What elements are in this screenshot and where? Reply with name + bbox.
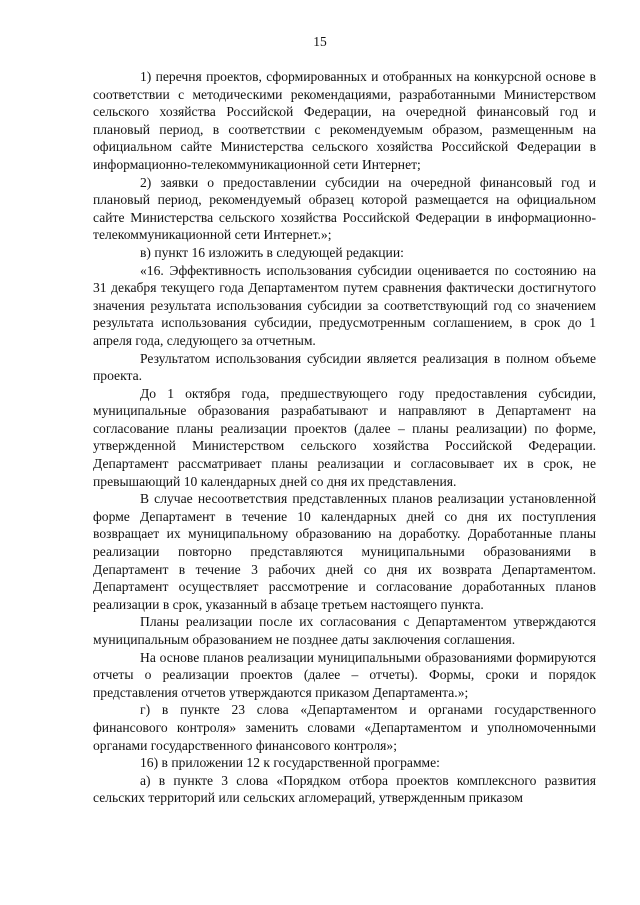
paragraph-list-item-1: 1) перечня проектов, сформированных и отобранных на конкурсной основе в соответствии с методическими рекомендациями, разработанными Министерством сельского хозяйства Российской Федерации, на очередной финансовый год и плановый период, в соответствии с рекомендуемым образом, размещенным на официальном сайте Министерства сельского хозяйства Российской Федерации в информационно-телекоммуникационной сети Интернет; bbox=[93, 69, 596, 172]
paragraph-plan-return: В случае несоответствия представленных планов реализации установленной форме Департамент в течение 10 календарных дней со дня их поступления возвращает их муниципальному образованию на доработку. Доработанные планы реализации повторно представляются муниципальными образованиями в Департамент в течение 3 рабочих дней со дня их возврата Департаментом. Департамент осуществляет рассмотрение и согласование доработанных планов реализации в срок, указанный в абзаце третьем настоящего пункта. bbox=[93, 491, 596, 612]
page-number: 15 bbox=[313, 34, 327, 49]
document-body bbox=[93, 68, 596, 807]
paragraph-subitem-g: г) в пункте 23 слова «Департаментом и органами государственного финансового контроля» заменить словами «Департаментом и уполномоченными органами государственного финансового контроля»; bbox=[93, 702, 596, 753]
paragraph-plan-submission: До 1 октября года, предшествующего году предоставления субсидии, муниципальные образования разрабатывают и направляют в Департамент на согласование планы реализации проектов (далее – планы реализации) по форме, утвержденной Министерством сельского хозяйства Российской Федерации. Департамент рассматривает планы реализации и согласовывает их в срок, не превышающий 10 календарных дней со дня их представления. bbox=[93, 385, 596, 489]
paragraph-list-item-2: 2) заявки о предоставлении субсидии на очередной финансовый год и плановый период, рекомендуемый образец которой размещается на официальном сайте Министерства сельского хозяйства Российской Федерации в информационно-телекоммуникационной сети Интернет.»; bbox=[93, 174, 596, 243]
paragraph-item-16: 16) в приложении 12 к государственной программе: bbox=[140, 755, 440, 771]
paragraph-subitem-v: в) пункт 16 изложить в следующей редакции: bbox=[140, 244, 404, 260]
paragraph-subitem-a: а) в пункте 3 слова «Порядком отбора проектов комплексного развития сельских территорий или сельских агломераций, утвержденным приказом bbox=[93, 772, 596, 806]
paragraph-result: Результатом использования субсидии является реализация в полном объеме проекта. bbox=[93, 350, 596, 384]
paragraph-reports: На основе планов реализации муниципальными образованиями формируются отчеты о реализации проектов (далее – отчеты). Формы, сроки и порядок представления отчетов утверждаются приказом Департамента.»; bbox=[93, 649, 596, 700]
paragraph-plan-approval: Планы реализации после их согласования с Департаментом утверждаются муниципальным образованием не позднее даты заключения соглашения. bbox=[93, 614, 596, 647]
paragraph-point-16: «16. Эффективность использования субсидии оценивается по состоянию на 31 декабря текущего года Департаментом путем сравнения фактически достигнутого значения результата использования субсидии за соответствующий год со значением результата использования субсидии, предусмотренным соглашением, в срок до 1 апреля года, следующего за отчетным. bbox=[93, 262, 596, 348]
